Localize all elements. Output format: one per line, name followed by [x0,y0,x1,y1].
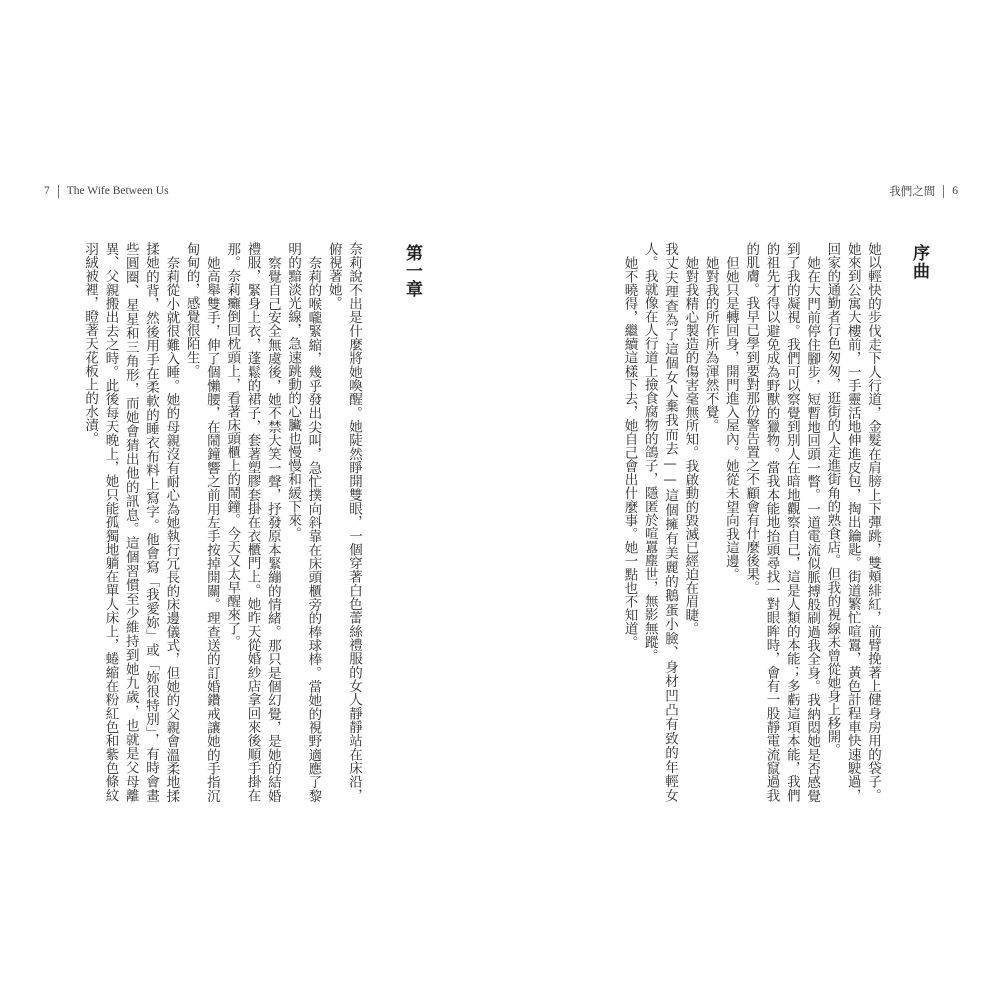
right-page-body [583,242,883,802]
right-running-head [889,181,958,201]
paragraph: 奈莉從小就很難入睡。她的母親沒有耐心為她執行冗長的床邊儀式，但她的父親會溫柔地揉揉她的背，然後用手在柔軟的睡衣布料上寫字。他會寫「我愛妳」或「妳很特別」，有時會畫些圓圈、星星和三角形，而她會猜出他的訊息。這個習慣至少維持到她九歲，也就是父母離異、父親搬出去之時。此後每天晚上，她只能孤獨地躺在單人床上，蜷縮在粉紅色和紫色條紋羽絨被裡，瞪著天花板上的水漬。 [82,242,180,802]
right-page-number: 6 [952,185,958,197]
paragraph: 但她只是轉回身，開門進入屋內。她從未望向我這邊。 [722,255,739,581]
paragraph: 她對我精心製造的傷害毫無所知。我啟動的毀滅已經迫在眉睫。 [682,255,699,635]
paragraph: 奈莉說不出是什麼將她喚醒。她陡然睜開雙眼，一個穿著白色蕾絲禮服的女人靜靜站在床沿，俯視著她。 [325,242,362,802]
left-book-title: The Wife Between Us [66,185,169,197]
paragraph: 我丈夫理查為了這個女人棄我而去——這個擁有美麗的鵝蛋小臉、身材凹凸有致的年輕女人。我就像在人行道上撿食腐物的鴿子，隱匿於喧囂塵世，無影無蹤。 [641,242,679,802]
running-head-divider [943,185,944,198]
left-running-head [44,181,169,201]
paragraph: 奈莉的喉嚨緊縮，幾乎發出尖叫，急忙撲向斜靠在床頭櫃旁的棒球棒。當她的視野適應了黎明的黯淡光線，急速跳動的心臟也慢慢和緩下來。 [285,242,322,802]
paragraph: 察覺自己安全無虞後，她不禁大笑一聲，抒發原本緊繃的情緒。那只是個幻覺，是她的結婚禮服，緊身上衣，蓬鬆的裙子，套著塑膠套掛在衣櫃門上。她昨天從婚紗店拿回來後順手掛在那。奈莉癱倒回枕頭上，看著床頭櫃上的鬧鐘。今天又太早醒來了。 [224,242,281,802]
right-book-title: 我們之間 [889,186,936,198]
paragraph: 她在大門前停住腳步，短暫地回頭一瞥。一道電流似脈搏般刷過我全身。我納悶她是否感覺到了我的凝視。我們可以察覺到別人在暗地觀察自己，這是人類的本能；多虧這項本能，我們的祖先才得以避免成為野獸的獵物。當我本能地抬頭尋找一對眼眸時，會有一股靜電流竄過我的肌膚。我早已學到要對那份警告置之不顧會有什麼後果。 [743,242,821,802]
paragraph: 她對我的所作所為渾然不覺。 [702,255,719,432]
paragraph: 她以輕快的步伐走下人行道，金髮在肩膀上下彈跳，雙頰緋紅，前臂挽著上健身房用的袋子。她來到公寓大樓前，一手靈活地伸進皮包，掏出鑰匙。街道繁忙喧囂，黃色計程車快速駛過，回家的通勤者行色匆匆，逛街的人走進街角的熟食店。但我的視線未曾從她身上移開。 [824,242,881,802]
prologue-title: 序曲 [909,244,929,280]
left-page-body [44,242,364,802]
paragraph: 她不曉得，繼續這樣下去，她自己會出什麼事。她一點也不知道。 [621,255,638,649]
left-page-number: 7 [44,185,50,197]
chapter-title: 第一章 [402,244,422,298]
paragraph: 她高舉雙手，伸了個懶腰，在鬧鐘響之前用左手按掉開關。理查送的訂婚鑽戒讓她的手指沉甸甸的，感覺很陌生。 [183,242,220,802]
running-head-divider [58,185,59,198]
